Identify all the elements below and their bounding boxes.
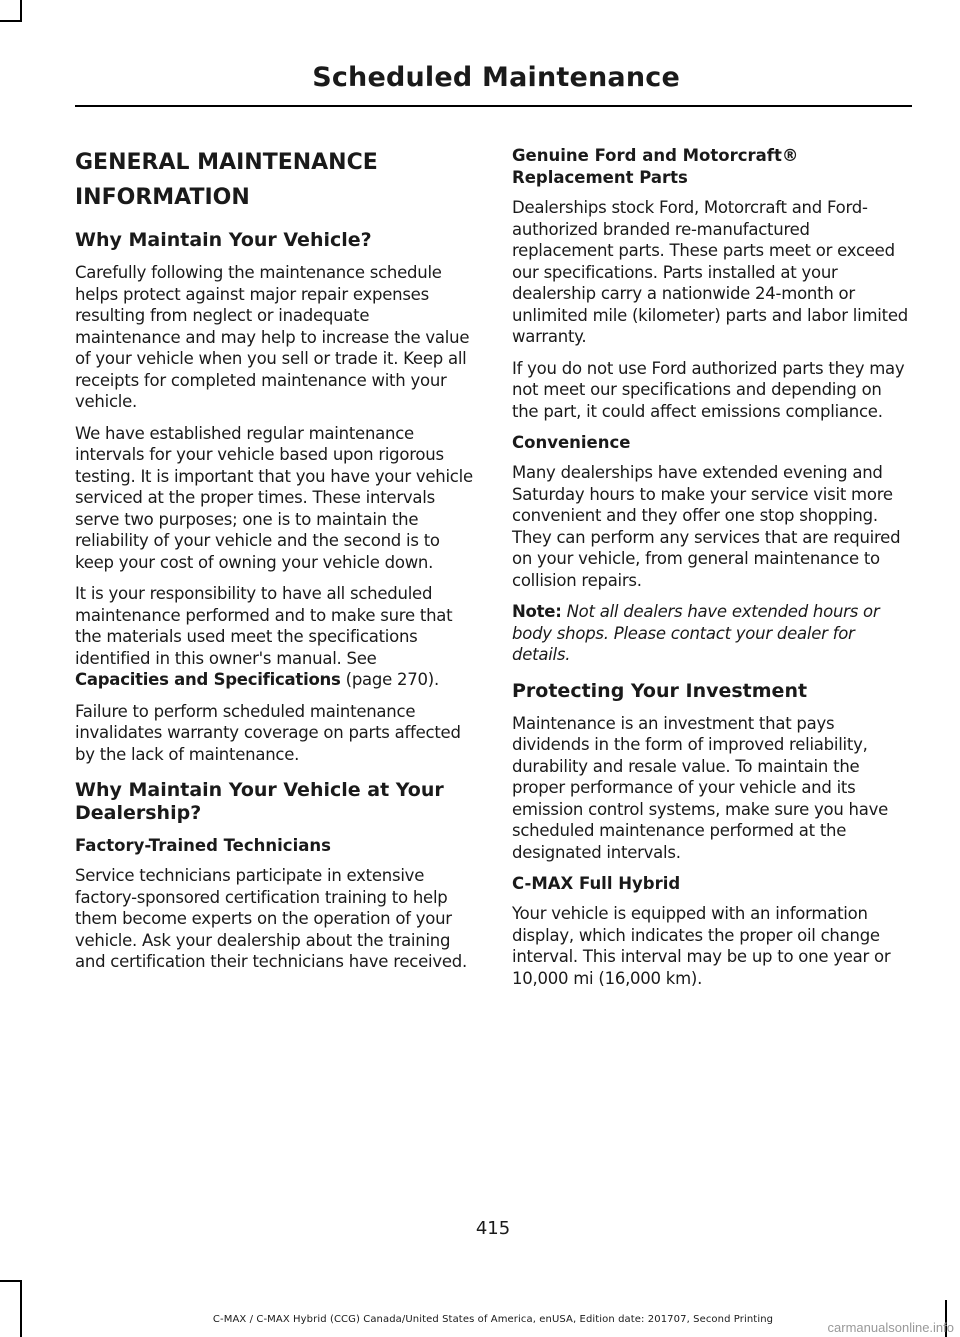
section-heading bbox=[75, 145, 475, 215]
crop-mark-bottom-left-h bbox=[0, 1280, 22, 1282]
note-label: Note: bbox=[512, 602, 562, 621]
why-maintain-paragraph-2: We have established regular maintenance intervals for your vehicle based upon rigorous testing. It is important that you have your vehicle serviced at the proper times. These intervals serve two purposes; one is to maintain the reliability of your vehicle and the second is to keep your cost of owning your vehicle down. bbox=[75, 423, 473, 572]
right-column bbox=[512, 145, 912, 999]
edition-footer: C-MAX / C-MAX Hybrid (CCG) Canada/United States of America, enUSA, Edition date: 201707, Second Printing bbox=[212, 1314, 774, 1325]
note-text: Not all dealers have extended hours or body shops. Please contact your dealer for details. bbox=[512, 602, 880, 664]
crop-mark-top-left-h bbox=[0, 20, 22, 22]
protecting-paragraph: Maintenance is an investment that pays dividends in the form of improved reliability, durability and resale value. To maintain the proper performance of your vehicle and its emission control systems, make sure you have scheduled maintenance performed at the designated intervals. bbox=[512, 713, 889, 862]
convenience-paragraph: Many dealerships have extended evening and Saturday hours to make your service visit more convenient and they offer one stop shopping. They can perform any services that are required on your vehicle, from general maintenance to collision repairs. bbox=[512, 463, 901, 590]
crop-mark-top-left-v bbox=[20, 0, 22, 22]
crop-mark-bottom-left-v bbox=[20, 1280, 22, 1337]
page-reference: (page 270). bbox=[340, 670, 439, 689]
why-maintain-paragraph-4: Failure to perform scheduled maintenance invalidates warranty coverage on parts affected by the lack of maintenance. bbox=[75, 701, 461, 764]
why-maintain-heading: Why Maintain Your Vehicle? bbox=[75, 229, 372, 251]
left-column bbox=[75, 145, 475, 983]
watermark: carmanualsonline.info bbox=[827, 1320, 954, 1335]
genuine-parts-paragraph-2: If you do not use Ford authorized parts they may not meet our specifications and depending on the part, it could affect emissions compliance. bbox=[512, 358, 905, 421]
page-number: 415 bbox=[475, 1218, 511, 1239]
convenience-heading: Convenience bbox=[512, 433, 631, 452]
why-maintain-paragraph-1: Carefully following the maintenance schedule helps protect against major repair expenses resulting from neglect or inadequate maintenance and may help to increase the value of your vehicle when you sell or trade it. Keep all receipts for completed maintenance with your vehicle. bbox=[75, 263, 470, 411]
section-heading-line-2: INFORMATION bbox=[75, 185, 250, 210]
section-heading-line-1: GENERAL MAINTENANCE bbox=[75, 150, 378, 175]
technicians-heading: Factory-Trained Technicians bbox=[75, 836, 331, 855]
protecting-heading: Protecting Your Investment bbox=[512, 679, 808, 702]
page-title: Scheduled Maintenance bbox=[312, 62, 680, 93]
hybrid-heading: C-MAX Full Hybrid bbox=[512, 874, 681, 893]
hybrid-paragraph: Your vehicle is equipped with an information display, which indicates the proper oil change interval. This interval may be up to one year or 10,000 mi (16,000 km). bbox=[512, 904, 891, 988]
why-maintain-paragraph-3 bbox=[75, 583, 475, 691]
genuine-parts-paragraph-1: Dealerships stock Ford, Motorcraft and Ford-authorized branded re-manufactured replacement parts. These parts meet or exceed our specifications. Parts installed at your dealership carry a nationwide 24-month or unlimited mile (kilometer) parts and labor limited warranty. bbox=[512, 198, 908, 346]
note-paragraph bbox=[512, 601, 912, 666]
capacities-link[interactable]: Capacities and Specifications bbox=[75, 670, 341, 689]
technicians-paragraph: Service technicians participate in extensive factory-sponsored certification training to help them become experts on the operation of your vehicle. Ask your dealership about the training and certification their technicians have received. bbox=[75, 866, 467, 971]
genuine-parts-heading: Genuine Ford and Motorcraft® Replacement Parts bbox=[512, 146, 799, 187]
dealership-heading: Why Maintain Your Vehicle at Your Dealership? bbox=[75, 779, 444, 824]
responsibility-text: It is your responsibility to have all scheduled maintenance performed and to make sure that the materials used meet the specifications identified in this owner's manual. See bbox=[75, 584, 453, 668]
header-rule bbox=[75, 105, 912, 107]
